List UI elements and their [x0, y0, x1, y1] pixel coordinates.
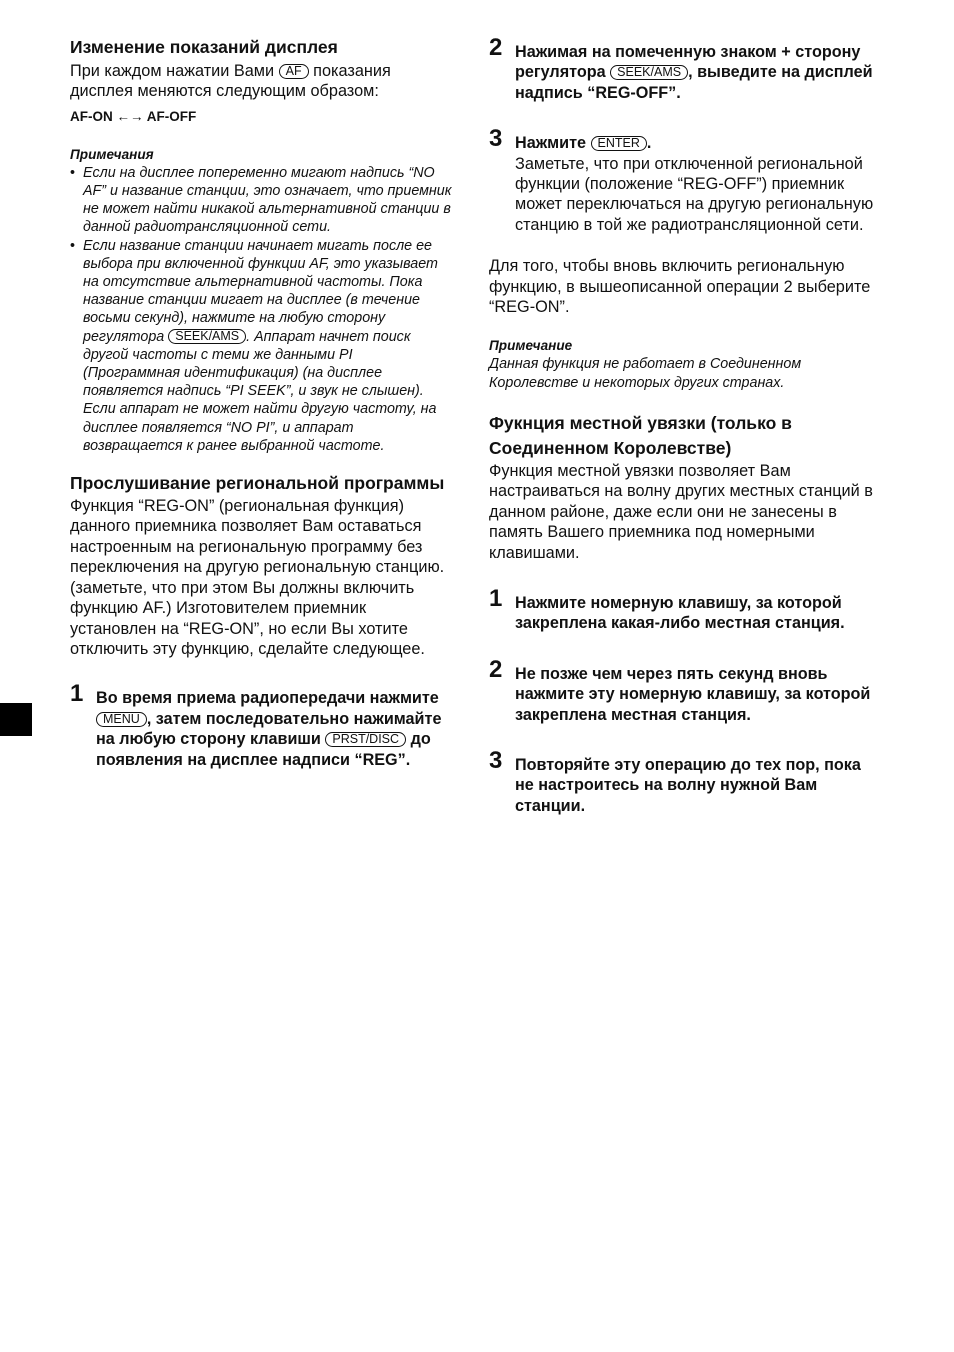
step-number: 3: [489, 125, 503, 153]
step-number: 3: [489, 746, 503, 774]
display-change-paragraph: При каждом нажатии Вами AF показания дисплея меняются следующим образом:: [70, 62, 391, 101]
regional-step-2: [489, 34, 879, 103]
local-link-paragraph: Функция местной увязки позволяет Вам настраиваться на волну других местных станций в данном районе, даже если они не занесены в память Вашего приемника под номерными клавишами.: [489, 461, 873, 562]
af-key-icon: AF: [279, 64, 309, 79]
menu-key-icon: MENU: [96, 712, 147, 727]
step-text: Нажмите номерную клавишу, за которой закреплена какая-либо местная станция.: [515, 593, 845, 633]
heading-local-link: Фукнция местной увязки (только в Соединенном Королевстве): [489, 412, 792, 458]
page-edge-tab: [0, 703, 32, 736]
step-text: Повторяйте эту операцию до тех пор, пока не настроитесь на волну нужной Вам станции.: [515, 755, 861, 815]
step-number: 2: [489, 34, 503, 61]
af-toggle-line: AF-ON ←→ AF-OFF: [70, 108, 197, 124]
prst-disc-key-icon: PRST/DISC: [325, 732, 406, 747]
heading-display-change: Изменение показаний дисплея: [70, 37, 338, 57]
reenable-paragraph: Для того, чтобы вновь включить региональную функцию, в вышеописанной операции 2 выберите “REG-ON”.: [489, 257, 871, 317]
note-item-2: • Если название станции начинает мигать после ее выбора при включенной функции AF, это указывает на отсутствие альтернативной частоты. Пока название станции мигает на дисплее (в течение восьми секунд), нажмите на любую сторону регулятора SEEK/AMS . Аппарат начнет поиск другой частоты с теми же данными PI (Программная идентификация) (на дисплее появляется надпись “PI SEEK”, и звук не слышен). Если аппарат не может найти другую частоту, на дисплее появляется “NO PI”, и аппарат возвращается к ранее выбранной частоте.: [70, 237, 452, 455]
regional-step-1: [70, 680, 452, 770]
enter-key-icon: ENTER: [591, 136, 647, 151]
step-number: 2: [489, 655, 503, 683]
heading-regional-program: Прослушивание региональной программы: [70, 473, 445, 494]
step-text: Нажмите ENTER .: [515, 134, 652, 153]
local-step-1: [489, 584, 879, 634]
note-text: Данная функция не работает в Соединенном Королевстве и некоторых других странах.: [489, 356, 802, 391]
right-column: [489, 0, 879, 816]
seek-ams-key-icon: SEEK/AMS: [610, 65, 688, 80]
local-step-3: [489, 746, 879, 816]
step-text: Нажимая на помеченную знаком + сторону регулятора SEEK/AMS , выведите на дисплей надпись “REG-OFF”.: [515, 43, 873, 102]
notes-title: Примечания: [70, 146, 154, 162]
left-column: [70, 0, 452, 770]
seek-ams-key-icon: SEEK/AMS: [168, 329, 246, 344]
regional-step-3: [489, 125, 879, 235]
step-3-explanation: Заметьте, что при отключенной региональной функции (положение “REG-OFF”) приемник может переключаться на другую региональную станцию в той же радиотрансляционной сети.: [515, 154, 874, 234]
regional-paragraph: Функция “REG-ON” (региональная функция) данного приемника позволяет Вам оставаться настроенным на региональную программу без переключения на другую региональную станцию. (заметьте, что при этом Вы должны включить функцию AF.) Изготовителем приемник установлен на “REG-ON”, но если Вы хотите отключить эту функцию, сделайте следующее.: [70, 497, 445, 658]
local-step-2: [489, 655, 879, 725]
step-text: Во время приема радиопередачи нажмите MENU , затем последовательно нажимайте на любую сторону клавиши PRST/DISC до появления на дисплее надписи “REG”.: [96, 689, 442, 769]
step-text: Не позже чем через пять секунд вновь нажмите эту номерную клавишу, за которой закреплена местная станция.: [515, 664, 871, 724]
note-title: Примечание: [489, 338, 573, 354]
step-number: 1: [70, 680, 84, 708]
step-number: 1: [489, 584, 503, 612]
note-item-1: • Если на дисплее попеременно мигают надпись “NO AF” и название станции, это означает, что приемник не может найти никакой альтернативной станции в данной радиотрансляционной сети.: [70, 164, 452, 237]
